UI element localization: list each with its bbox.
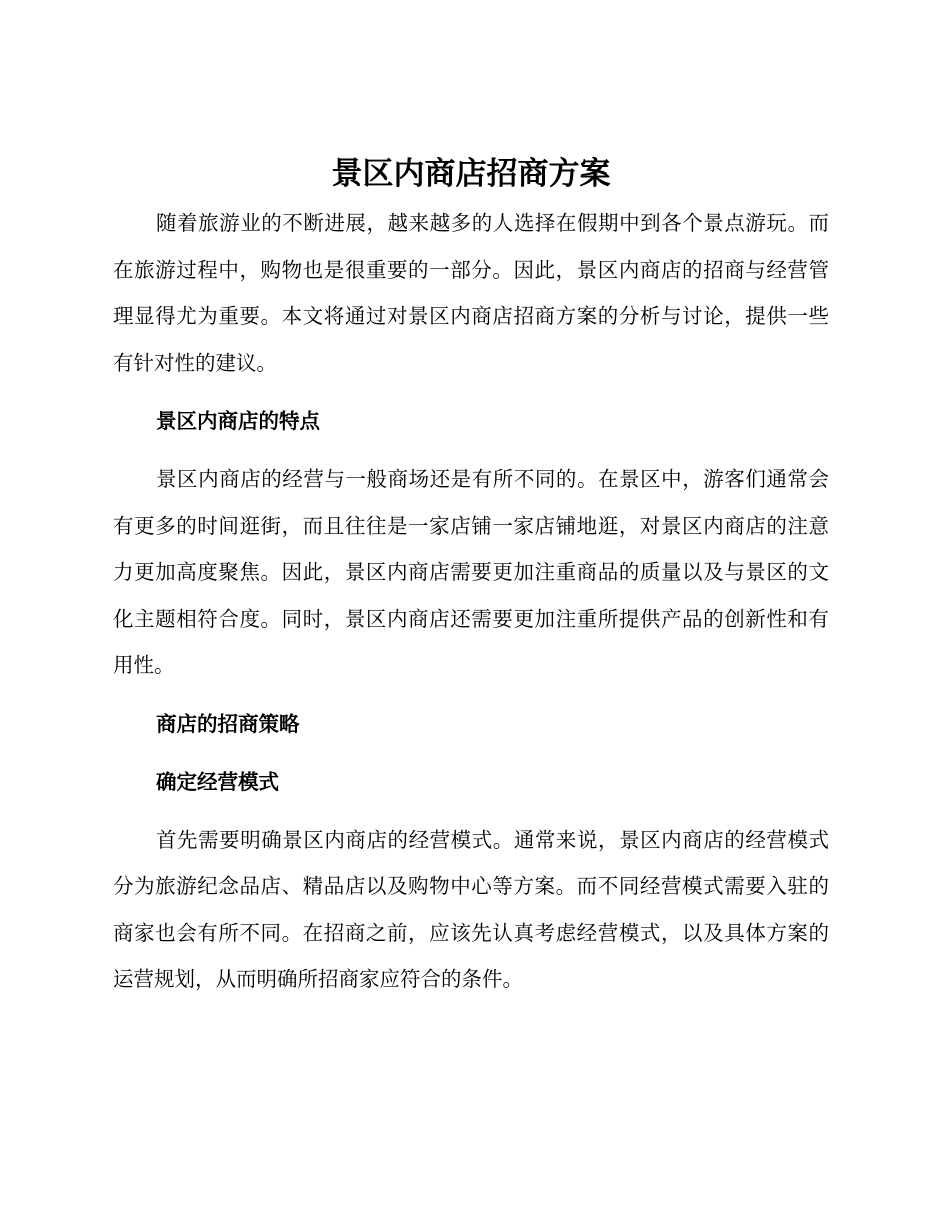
spacer: [113, 805, 829, 817]
business-model-paragraph: 首先需要明确景区内商店的经营模式。通常来说，景区内商店的经营模式分为旅游纪念品店、精品店以及购物中心等方案。而不同经营模式需要入驻的商家也会有所不同。在招商之前，应该先认真考虑经营模式，以及具体方案的运营规划，从而明确所招商家应符合的条件。: [113, 827, 829, 991]
spacer: [113, 444, 829, 456]
features-paragraph: 景区内商店的经营与一般商场还是有所不同的。在景区中，游客们通常会有更多的时间逛街，而且往往是一家店铺一家店铺地逛，对景区内商店的注意力更加高度聚焦。因此，景区内商店需要更加注重商品的质量以及与景区的文化主题相符合度。同时，景区内商店还需要更加注重所提供产品的创新性和有用性。: [113, 467, 829, 677]
intro-paragraph: 随着旅游业的不断进展，越来越多的人选择在假期中到各个景点游玩。而在旅游过程中，购物也是很重要的一部分。因此，景区内商店的招商与经营管理显得尤为重要。本文将通过对景区内商店招商方案的分析与讨论，提供一些有针对性的建议。: [113, 211, 829, 375]
spacer: [113, 689, 829, 701]
document-title: 景区内商店招商方案: [331, 156, 611, 192]
section-heading-features: 景区内商店的特点: [156, 409, 320, 433]
subsection-heading-business-model: 确定经营模式: [156, 769, 279, 794]
spacer: [113, 747, 829, 759]
spacer: [113, 386, 829, 398]
document-page: [113, 148, 829, 1003]
section-heading-strategy: 商店的招商策略: [156, 711, 300, 736]
